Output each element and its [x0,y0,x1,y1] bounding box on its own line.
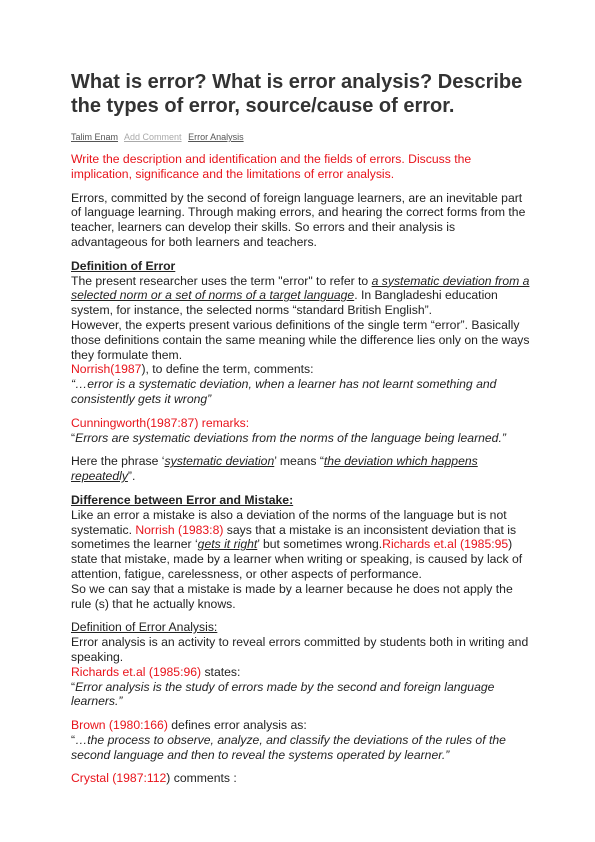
cunningworth-quote: “Errors are systematic deviations from the norms of the language being learned.” [71,430,506,445]
category-link[interactable]: Error Analysis [188,132,244,142]
crystal-line: Crystal (1987:112) comments : [71,771,237,786]
richards-quote: “Error analysis is the study of errors made by the second and foreign language learners.” [71,679,495,709]
phrase-paragraph: Here the phrase ‘systematic deviation’ means “the deviation which happens repeatedly”. [71,454,478,484]
brown-line: Brown (1980:166) defines error analysis as: [71,718,307,733]
difference-heading: Difference between Error and Mistake: [71,492,294,507]
intro-paragraph: Errors, committed by the second of foreign language learners, are an inevitable part of language learning. Through making errors, and hearing the correct forms from the teacher, learners can develop their skills. So errors and their analysis is advantageous for both learners and teachers. [71,190,526,249]
difference-paragraph-1: Like an error a mistake is also a deviation of the norms of the language but is not systematic. Norrish (1983:8) says that a mistake is an inconsistent deviation that is sometimes the learner ‘gets it right’ but sometimes wrong.Richards et.al (1985:95) state that mistake, made by a learner when writing or speaking, is caused by lack of attention, fatigue, carelessness, or other aspects of performance. [71,507,523,581]
citation: Crystal (1987:112 [71,771,167,786]
norrish-line: Norrish(1987), to define the term, comments: [71,362,314,377]
definition-link: a systematic deviation from a selected norm or a set of norms of a target language [71,273,530,303]
error-analysis-paragraph: Error analysis is an activity to reveal errors committed by students both in writing and speaking. [71,635,529,664]
intro-question: Write the description and identification and the fields of errors. Discuss the implication, significance and the limitations of error analysis. [71,152,472,181]
page-title: What is error? What is error analysis? Describe the types of error, source/cause of error. [71,71,523,117]
cunningworth-citation: Cunningworth(1987:87) remarks: [71,415,250,430]
citation: Richards et.al (1985:96) [71,664,202,679]
definition-paragraph-2: However, the experts present various definitions of the single term “error”. Basically those definitions contain the same meaning while the difference lies only on the ways they formulate them. [71,317,530,362]
difference-paragraph-2: So we can say that a mistake is made by a learner because he does not apply the rule (s) that he actually knows. [71,581,513,611]
citation: Richards et.al (1985:95 [382,537,509,552]
error-analysis-heading: Definition of Error Analysis: [71,620,218,635]
author-link[interactable]: Talim Enam [71,132,119,142]
definition-paragraph-1: The present researcher uses the term "error" to refer to a systematic deviation from a selected norm or a set of norms of a target language. In Bangladeshi education system, for instance, the selected norms “standard British English”. [71,273,530,318]
citation: Norrish(1987 [71,362,142,377]
definition-heading: Definition of Error [71,258,176,273]
add-comment-link[interactable]: Add Comment [124,132,182,142]
document-page [71,70,531,786]
norrish-quote: “…error is a systematic deviation, when a learner has not learnt something and consistently gets it wrong” [71,377,497,406]
brown-quote: “…the process to observe, analyze, and classify the deviations of the rules of the second language and then to reveal the systems operated by learner.” [71,732,506,762]
citation: Norrish (1983:8) [135,522,224,537]
citation: Brown (1980:166) [71,718,168,733]
post-meta [71,132,531,142]
richards-line: Richards et.al (1985:96) states: [71,664,241,679]
